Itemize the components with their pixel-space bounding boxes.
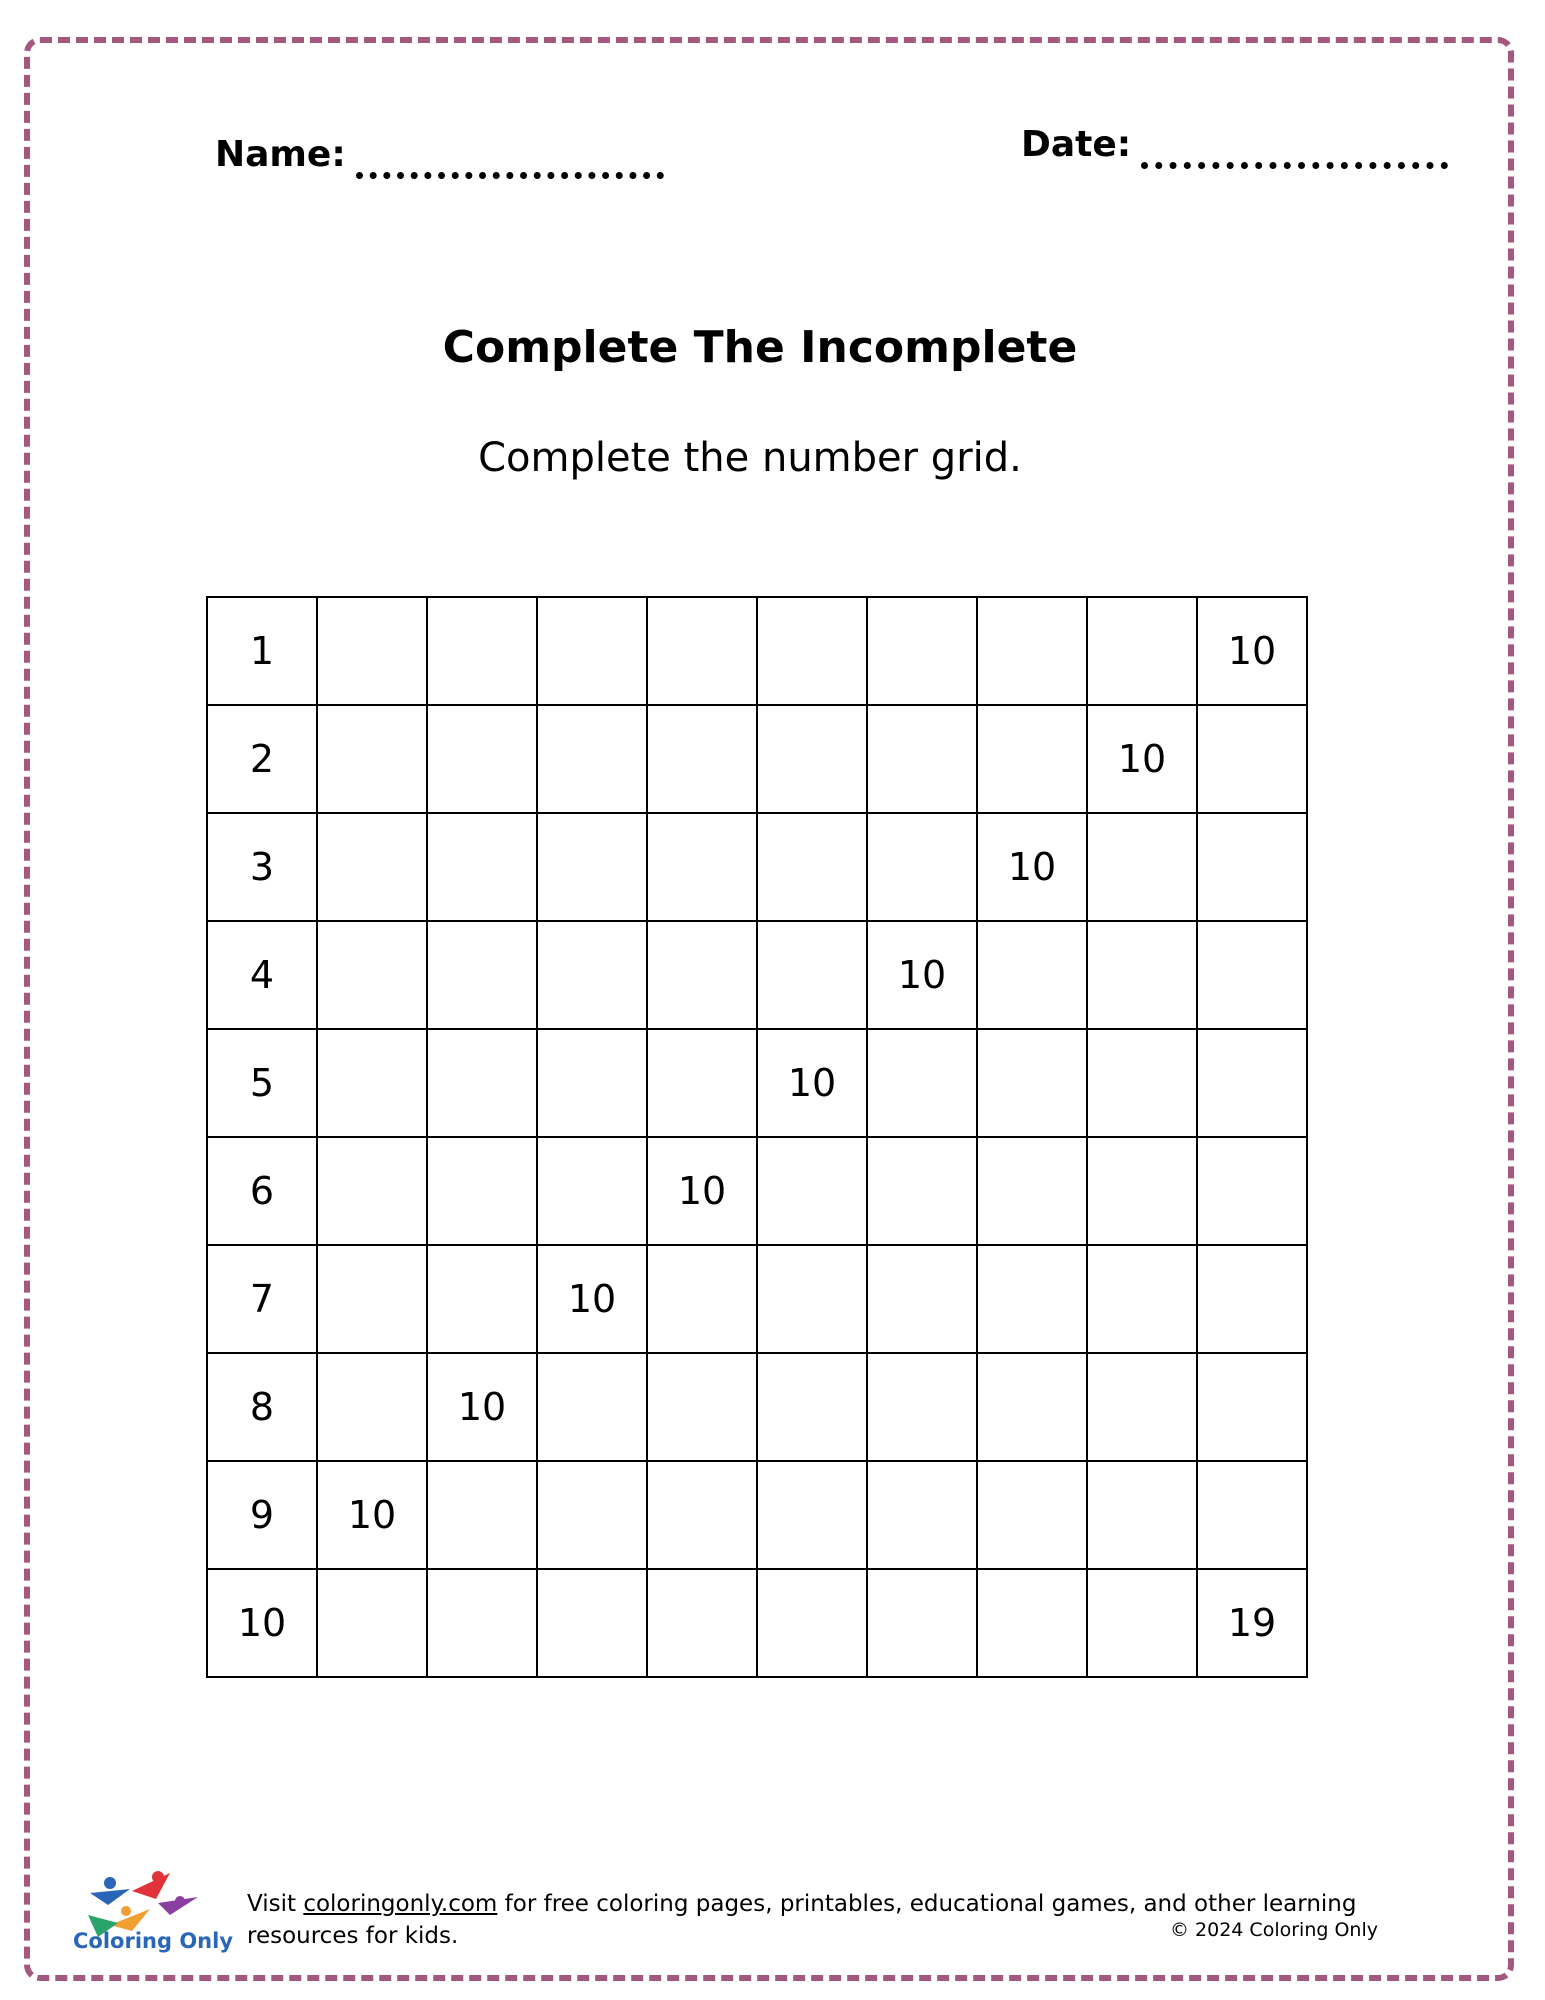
date-field[interactable]	[1021, 124, 1448, 165]
grid-cell[interactable]	[427, 1569, 537, 1677]
grid-cell[interactable]	[977, 1137, 1087, 1245]
grid-cell[interactable]	[1197, 921, 1307, 1029]
grid-cell[interactable]	[647, 1029, 757, 1137]
grid-cell[interactable]	[537, 1569, 647, 1677]
grid-cell[interactable]	[757, 1353, 867, 1461]
grid-cell[interactable]	[537, 1461, 647, 1569]
grid-cell[interactable]	[1087, 1353, 1197, 1461]
grid-cell[interactable]	[757, 813, 867, 921]
grid-cell[interactable]	[1087, 1245, 1197, 1353]
grid-cell[interactable]	[977, 1245, 1087, 1353]
grid-cell: 10	[977, 813, 1087, 921]
grid-cell: 10	[317, 1461, 427, 1569]
grid-cell[interactable]	[1197, 1353, 1307, 1461]
grid-cell: 10	[757, 1029, 867, 1137]
date-label: Date:	[1021, 124, 1132, 165]
grid-cell[interactable]	[867, 1245, 977, 1353]
grid-cell[interactable]	[1087, 597, 1197, 705]
grid-cell: 2	[207, 705, 317, 813]
grid-cell[interactable]	[537, 705, 647, 813]
grid-cell[interactable]	[757, 1245, 867, 1353]
grid-row	[207, 597, 1307, 705]
grid-row	[207, 1029, 1307, 1137]
grid-cell[interactable]	[1197, 1029, 1307, 1137]
grid-cell[interactable]	[647, 1245, 757, 1353]
grid-cell[interactable]	[977, 1461, 1087, 1569]
grid-cell[interactable]	[1087, 1569, 1197, 1677]
grid-cell: 10	[867, 921, 977, 1029]
grid-cell: 4	[207, 921, 317, 1029]
grid-row	[207, 1461, 1307, 1569]
grid-cell[interactable]	[867, 1569, 977, 1677]
grid-cell[interactable]	[317, 1245, 427, 1353]
grid-cell[interactable]	[647, 705, 757, 813]
grid-cell[interactable]	[317, 1029, 427, 1137]
grid-cell[interactable]	[1197, 705, 1307, 813]
grid-cell: 6	[207, 1137, 317, 1245]
grid-cell[interactable]	[647, 1353, 757, 1461]
grid-cell[interactable]	[427, 1461, 537, 1569]
grid-row	[207, 1353, 1307, 1461]
grid-cell[interactable]	[1087, 1029, 1197, 1137]
grid-cell: 10	[537, 1245, 647, 1353]
grid-cell: 7	[207, 1245, 317, 1353]
grid-cell[interactable]	[757, 1461, 867, 1569]
grid-cell[interactable]	[647, 1461, 757, 1569]
grid-row	[207, 1245, 1307, 1353]
grid-cell[interactable]	[867, 705, 977, 813]
grid-cell[interactable]	[537, 813, 647, 921]
logo-text: Coloring Only	[73, 1929, 234, 1953]
grid-cell[interactable]	[317, 921, 427, 1029]
grid-cell: 9	[207, 1461, 317, 1569]
grid-cell[interactable]	[977, 705, 1087, 813]
coloringonly-link[interactable]: coloringonly.com	[303, 1891, 498, 1917]
grid-cell[interactable]	[647, 921, 757, 1029]
grid-cell: 10	[647, 1137, 757, 1245]
grid-row	[207, 1137, 1307, 1245]
grid-cell[interactable]	[757, 1569, 867, 1677]
grid-cell[interactable]	[427, 1029, 537, 1137]
grid-cell[interactable]	[867, 597, 977, 705]
footer-visit-suffix: for free coloring pages, printables, educational games, and other learning resources for kids.	[247, 1891, 1357, 1949]
grid-cell: 19	[1197, 1569, 1307, 1677]
footer-visit-prefix: Visit	[247, 1891, 304, 1917]
grid-cell[interactable]	[537, 921, 647, 1029]
grid-cell[interactable]	[427, 1245, 537, 1353]
worksheet-instructions: Complete the number grid.	[478, 435, 1022, 481]
copyright-notice: © 2024 Coloring Only	[1170, 1919, 1378, 1941]
grid-cell[interactable]	[1087, 921, 1197, 1029]
worksheet-title: Complete The Incomplete	[442, 322, 1078, 373]
grid-cell[interactable]	[427, 597, 537, 705]
name-field[interactable]	[215, 134, 664, 175]
grid-cell[interactable]	[757, 705, 867, 813]
grid-cell[interactable]	[647, 1569, 757, 1677]
number-grid	[206, 596, 1308, 1678]
grid-cell[interactable]	[867, 1461, 977, 1569]
grid-cell[interactable]	[867, 1353, 977, 1461]
grid-cell[interactable]	[647, 597, 757, 705]
grid-cell: 10	[427, 1353, 537, 1461]
grid-cell[interactable]	[1197, 1461, 1307, 1569]
grid-cell[interactable]	[867, 1137, 977, 1245]
grid-row	[207, 705, 1307, 813]
grid-cell[interactable]	[1087, 813, 1197, 921]
grid-cell[interactable]	[427, 921, 537, 1029]
grid-cell[interactable]	[977, 1353, 1087, 1461]
grid-cell[interactable]	[867, 1029, 977, 1137]
grid-cell[interactable]	[537, 1353, 647, 1461]
grid-cell[interactable]	[537, 1137, 647, 1245]
grid-row	[207, 813, 1307, 921]
grid-cell[interactable]	[977, 1569, 1087, 1677]
grid-cell: 10	[1087, 705, 1197, 813]
name-blank-line[interactable]	[356, 172, 664, 179]
grid-row	[207, 1569, 1307, 1677]
grid-cell[interactable]	[647, 813, 757, 921]
grid-row	[207, 921, 1307, 1029]
grid-cell[interactable]	[977, 1029, 1087, 1137]
grid-cell[interactable]	[317, 1137, 427, 1245]
grid-cell[interactable]	[317, 813, 427, 921]
grid-cell[interactable]	[757, 921, 867, 1029]
grid-cell[interactable]	[1197, 1245, 1307, 1353]
grid-cell[interactable]	[537, 1029, 647, 1137]
grid-cell[interactable]	[1087, 1461, 1197, 1569]
grid-cell: 10	[1197, 597, 1307, 705]
grid-cell[interactable]	[317, 597, 427, 705]
date-blank-line[interactable]	[1141, 162, 1448, 169]
grid-cell[interactable]	[867, 813, 977, 921]
grid-cell: 3	[207, 813, 317, 921]
grid-cell[interactable]	[977, 597, 1087, 705]
grid-cell[interactable]	[427, 705, 537, 813]
grid-cell: 5	[207, 1029, 317, 1137]
grid-cell[interactable]	[757, 1137, 867, 1245]
grid-cell: 1	[207, 597, 317, 705]
grid-cell[interactable]	[1197, 1137, 1307, 1245]
grid-cell[interactable]	[977, 921, 1087, 1029]
grid-cell[interactable]	[317, 705, 427, 813]
grid-cell[interactable]	[317, 1353, 427, 1461]
grid-cell[interactable]	[1087, 1137, 1197, 1245]
grid-cell[interactable]	[427, 1137, 537, 1245]
grid-cell[interactable]	[1197, 813, 1307, 921]
grid-cell: 8	[207, 1353, 317, 1461]
name-label: Name:	[215, 134, 346, 175]
grid-cell[interactable]	[537, 597, 647, 705]
grid-cell[interactable]	[427, 813, 537, 921]
grid-cell[interactable]	[757, 597, 867, 705]
grid-cell: 10	[207, 1569, 317, 1677]
grid-cell[interactable]	[317, 1569, 427, 1677]
